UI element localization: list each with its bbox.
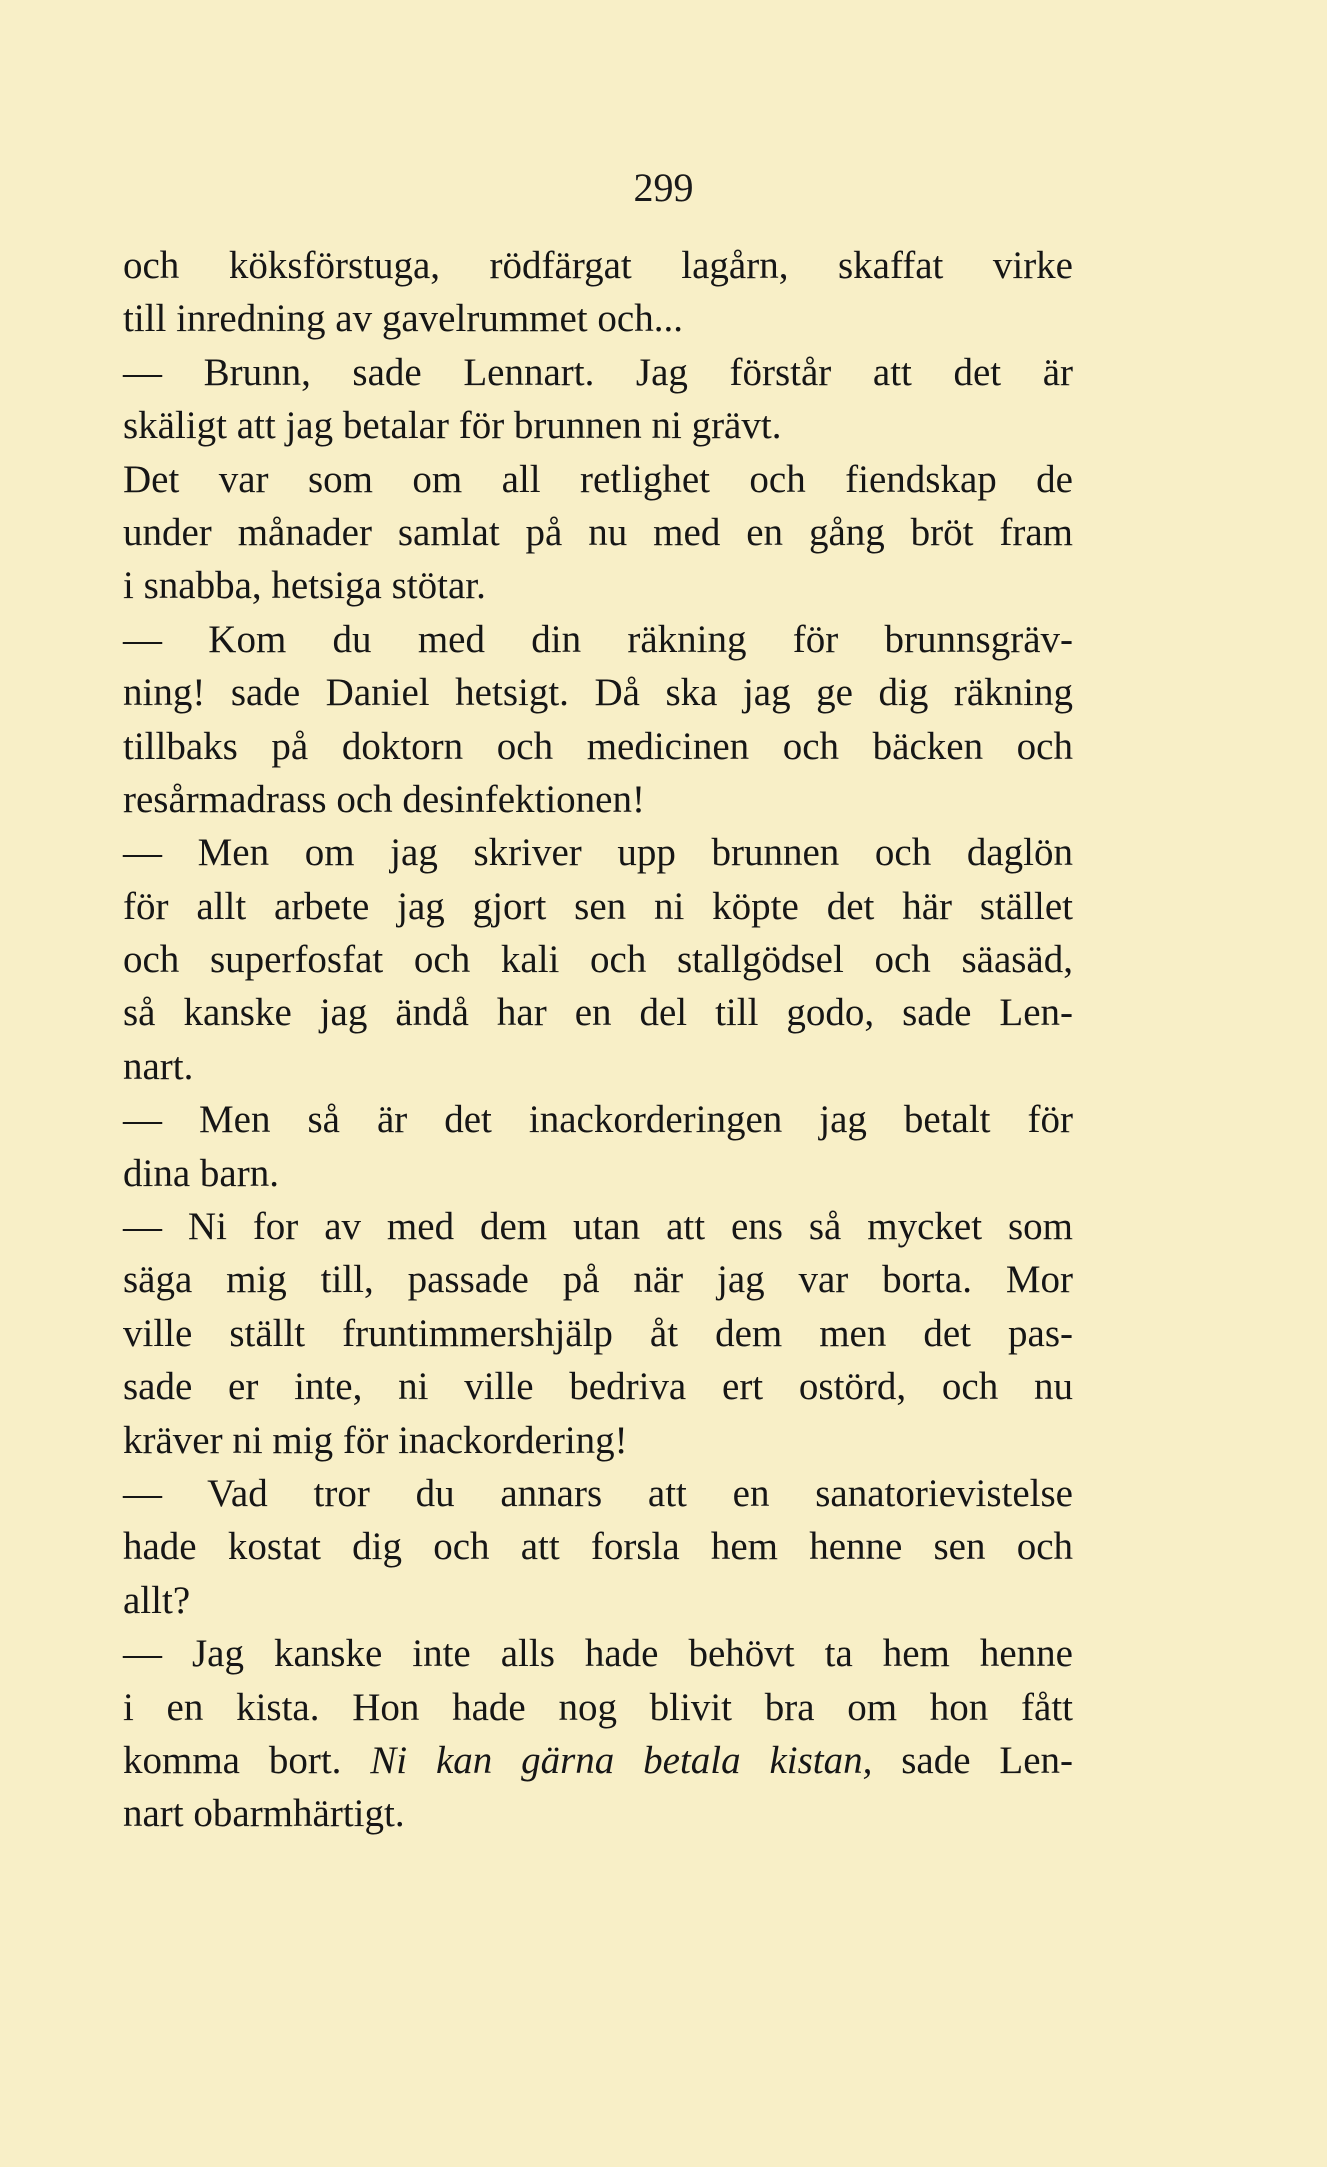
- text-line: — Jag kanske inte alls hade behövt ta hem henne: [123, 1632, 1073, 1676]
- text-line: — Brunn, sade Lennart. Jag förstår att det är: [123, 350, 1073, 394]
- text-line: tillbaks på doktorn och medicinen och bäcken och: [123, 724, 1073, 768]
- text-line: allt?: [123, 1578, 191, 1622]
- text-line: ville ställt fruntimmershjälp åt dem men det pas-: [123, 1311, 1073, 1355]
- text-line: — Ni for av med dem utan att ens så mycket som: [123, 1205, 1073, 1249]
- text-line: skäligt att jag betalar för brunnen ni grävt.: [123, 404, 782, 448]
- text-line: dina barn.: [123, 1151, 279, 1195]
- italic-text: Ni kan gärna betala kistan,: [370, 1738, 873, 1782]
- text-line: i en kista. Hon hade nog blivit bra om hon fått: [123, 1685, 1073, 1729]
- text-line: och superfosfat och kali och stallgödsel och säasäd,: [123, 938, 1073, 982]
- text-line: och köksförstuga, rödfärgat lagårn, skaffat virke: [123, 244, 1073, 287]
- body-text: [123, 239, 1073, 1841]
- text-segment: sade Len-: [901, 1738, 1074, 1782]
- text-line: resårmadrass och desinfektionen!: [123, 777, 645, 821]
- text-line: nart obarmhärtigt.: [123, 1792, 405, 1836]
- text-line: i snabba, hetsiga stötar.: [123, 564, 486, 608]
- text-segment: komma bort.: [123, 1738, 342, 1782]
- text-line: hade kostat dig och att forsla hem henne sen och: [123, 1525, 1073, 1569]
- text-line: till inredning av gavelrummet och...: [123, 297, 683, 341]
- text-line-with-italic: [123, 1734, 1073, 1787]
- text-line: — Kom du med din räkning för brunnsgräv-: [123, 617, 1073, 661]
- text-line: Det var som om all retlighet och fiendskap de: [123, 457, 1073, 501]
- text-line: under månader samlat på nu med en gång bröt fram: [123, 510, 1073, 554]
- page-number: 299: [633, 165, 694, 210]
- text-line: ning! sade Daniel hetsigt. Då ska jag ge dig räkning: [123, 671, 1073, 715]
- text-line: — Vad tror du annars att en sanatorievistelse: [123, 1471, 1073, 1515]
- text-line: kräver ni mig för inackordering!: [123, 1418, 628, 1462]
- text-line: nart.: [123, 1044, 194, 1088]
- text-line: — Men så är det inackorderingen jag betalt för: [123, 1098, 1073, 1142]
- text-line: för allt arbete jag gjort sen ni köpte det här stället: [123, 884, 1073, 928]
- text-line: säga mig till, passade på när jag var borta. Mor: [123, 1258, 1073, 1302]
- text-line: sade er inte, ni ville bedriva ert ostörd, och nu: [123, 1365, 1073, 1409]
- text-line: så kanske jag ändå har en del till godo, sade Len-: [123, 991, 1073, 1035]
- text-line: — Men om jag skriver upp brunnen och daglön: [123, 831, 1073, 875]
